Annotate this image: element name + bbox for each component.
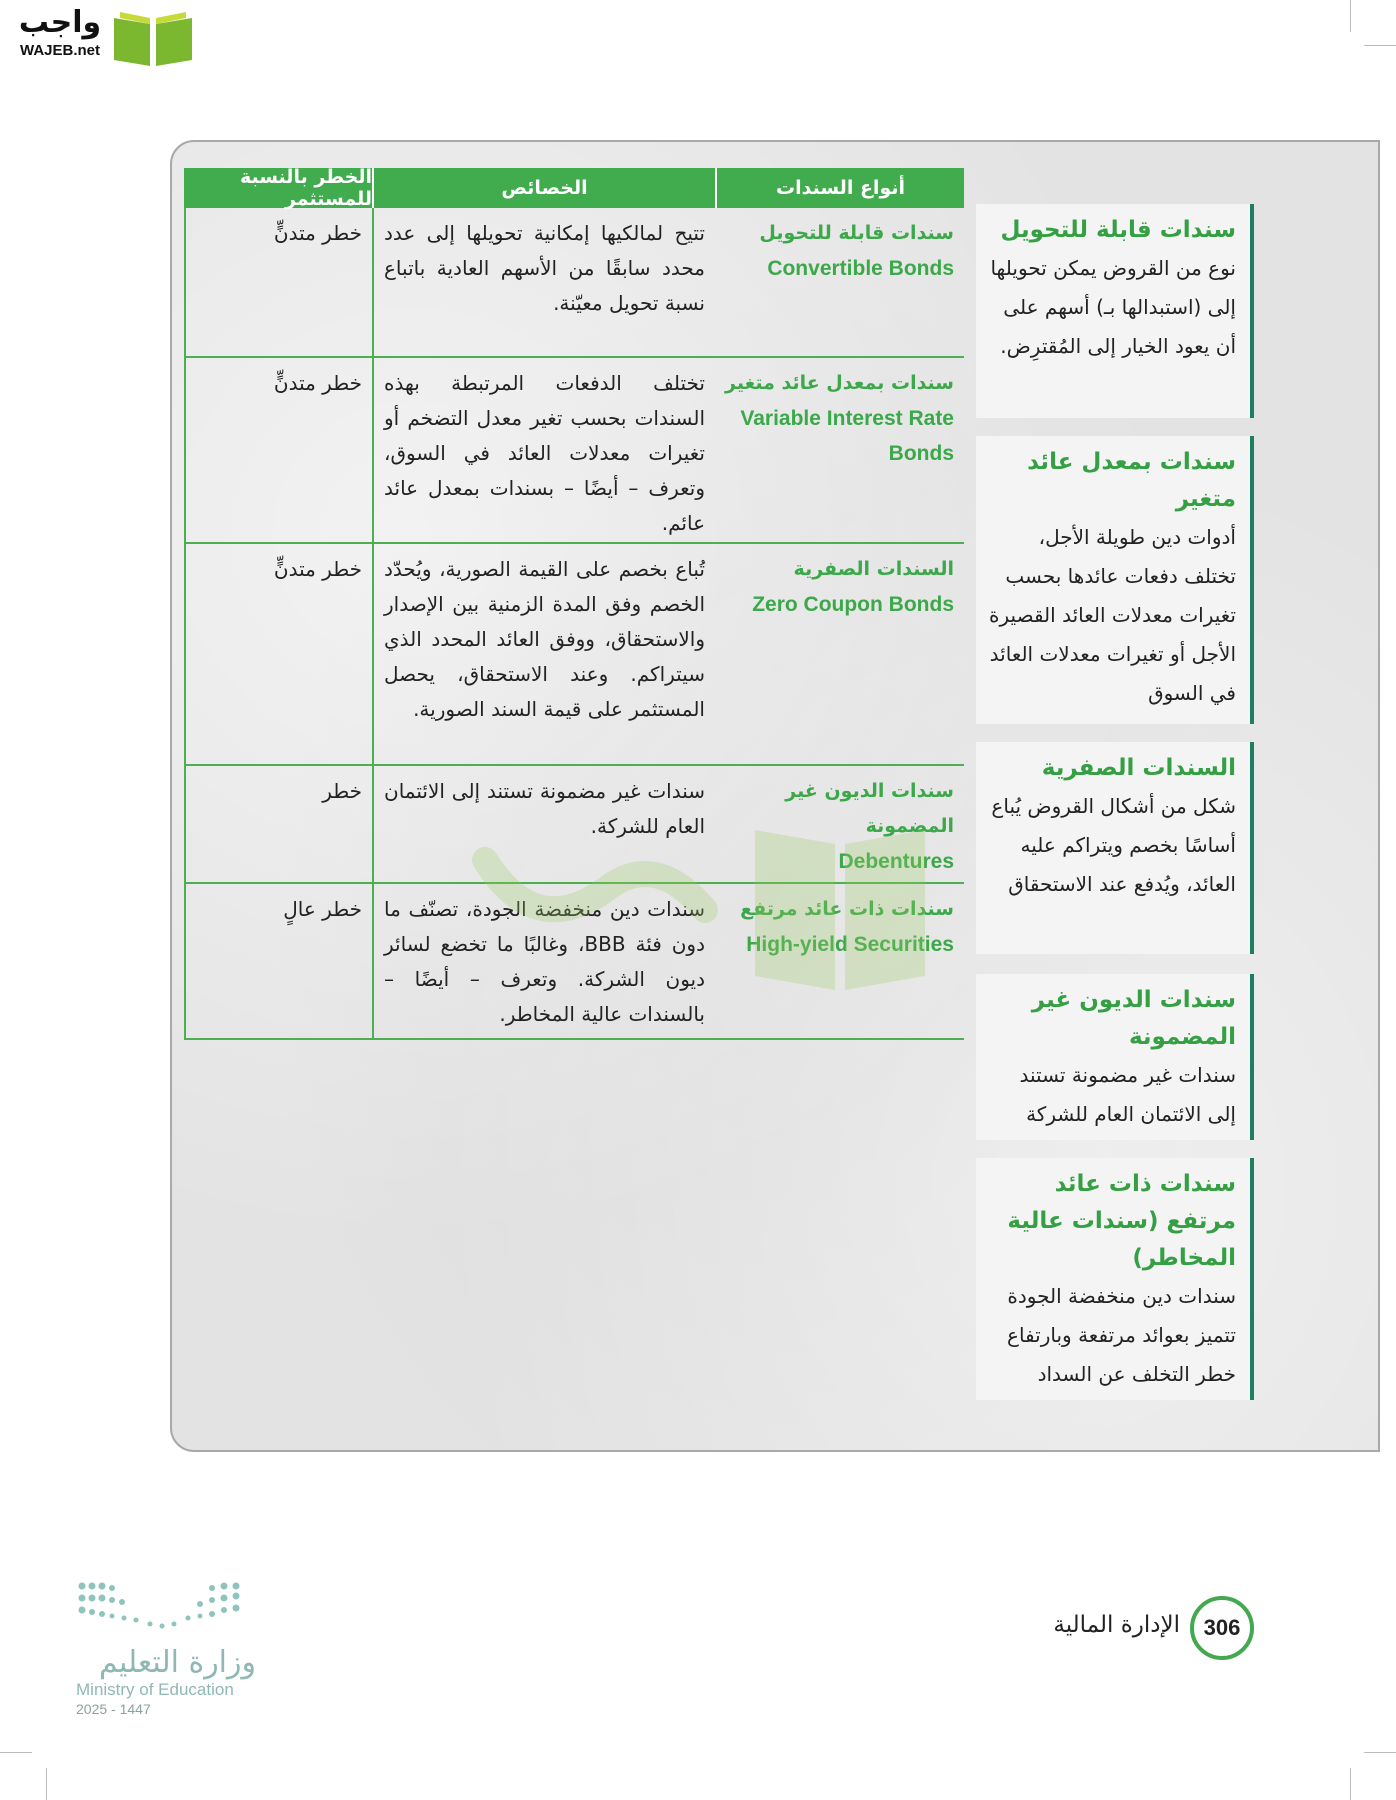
glossary-term: سندات بمعدل عائد متغير [1027,449,1236,512]
glossary-definition: سندات دين منخفضة الجودة تتميز بعوائد مرتفعة وبارتفاع خطر التخلف عن السداد [1007,1284,1236,1386]
bond-risk-cell: خطر متدنٍّ [184,358,372,542]
bond-type-en: Convertible Bonds [767,257,954,280]
bond-risk-cell: خطر عالٍ [184,884,372,1038]
glossary-definition: أدوات دين طويلة الأجل، تختلف دفعات عائدها بحسب تغيرات معدلات العائد القصيرة الأجل أو تغيرات معدلات العائد في السوق [989,525,1236,705]
page-number: 306 [1190,1596,1254,1660]
book-icon [110,8,196,68]
table-row [184,544,964,766]
glossary-box [976,974,1254,1140]
glossary-definition: شكل من أشكال القروض يُباع أساسًا بخصم ويتراكم عليه العائد، ويُدفع عند الاستحقاق [991,794,1236,896]
bond-risk-cell: خطر [184,766,372,882]
bond-features-cell: تختلف الدفعات المرتبطة بهذه السندات بحسب تغير معدل التضخم أو تغيرات معدلات العائد في السوق، وتعرف – أيضًا – بسندات بمعدل عائد عائم. [372,358,715,542]
glossary-term: سندات قابلة للتحويل [1000,217,1236,243]
bond-features-cell: سندات دين منخفضة الجودة، تصنّف ما دون فئة BBB، وغالبًا ما تخضع لسائر ديون الشركة. وتعرف – أيضًا – بالسندات عالية المخاطر. [372,884,715,1038]
glossary-box [976,1158,1254,1400]
glossary-term: السندات الصفرية [1041,755,1236,781]
table-row [184,358,964,544]
bond-type-ar: سندات الديون غير المضمونة [785,780,954,837]
bond-type-en: Debentures [838,850,954,873]
ministry-year: 2025 - 1447 [76,1701,151,1717]
wajeb-logo[interactable] [12,6,192,68]
bond-type-ar: سندات ذات عائد مرتفع [740,898,954,920]
bond-type-cell [715,358,964,542]
bond-type-cell [715,884,964,1038]
ministry-dots-icon [76,1580,246,1640]
bond-type-ar: سندات قابلة للتحويل [759,222,954,244]
bond-type-cell [715,544,964,764]
glossary-box [976,436,1254,724]
header-types: أنواع السندات [715,168,964,208]
ministry-logo [76,1580,256,1718]
glossary-box [976,742,1254,954]
header-risk: الخطر بالنسبة للمستثمر [184,168,372,208]
bond-features-cell: تُباع بخصم على القيمة الصورية، ويُحدّد الخصم وفق المدة الزمنية بين الإصدار والاستحقاق، ووفق العائد المحدد الذي سيتراكم. وعند الاستحقاق، يحصل المستثمر على قيمة السند الصورية. [372,544,715,764]
bond-risk-cell: خطر متدنٍّ [184,544,372,764]
bond-type-en: Variable Interest Rate Bonds [740,407,954,465]
bonds-table [184,168,964,1040]
logo-word: واجب [18,5,102,40]
table-row [184,884,964,1040]
bond-type-ar: سندات بمعدل عائد متغير [725,372,954,394]
bond-type-cell [715,766,964,882]
bond-features-cell: سندات غير مضمونة تستند إلى الائتمان العام للشركة. [372,766,715,882]
glossary-definition: سندات غير مضمونة تستند إلى الائتمان العام للشركة [1019,1063,1236,1126]
table-row [184,766,964,884]
bond-risk-cell: خطر متدنٍّ [184,208,372,356]
bond-type-en: Zero Coupon Bonds [752,593,954,616]
ministry-name-en: Ministry of Education [76,1680,234,1699]
table-header [184,168,964,208]
table-row [184,208,964,358]
subject-title: الإدارة المالية [1053,1612,1180,1638]
bond-type-en: High-yield Securities [746,933,954,956]
glossary-term: سندات ذات عائد مرتفع (سندات عالية المخاطر) [1007,1171,1236,1271]
glossary-term: سندات الديون غير المضمونة [1031,987,1236,1050]
bond-type-ar: السندات الصفرية [793,558,954,580]
bond-features-cell: تتيح لمالكيها إمكانية تحويلها إلى عدد محدد سابقًا من الأسهم العادية باتباع نسبة تحويل معيّنة. [372,208,715,356]
glossary-definition: نوع من القروض يمكن تحويلها إلى (استبدالها بـ) أسهم على أن يعود الخيار إلى المُقترِض. [990,256,1236,358]
header-features: الخصائص [372,168,715,208]
logo-sub: WAJEB.net [19,42,100,59]
bond-type-cell [715,208,964,356]
glossary-box [976,204,1254,418]
ministry-name-ar: وزارة التعليم [98,1645,256,1680]
